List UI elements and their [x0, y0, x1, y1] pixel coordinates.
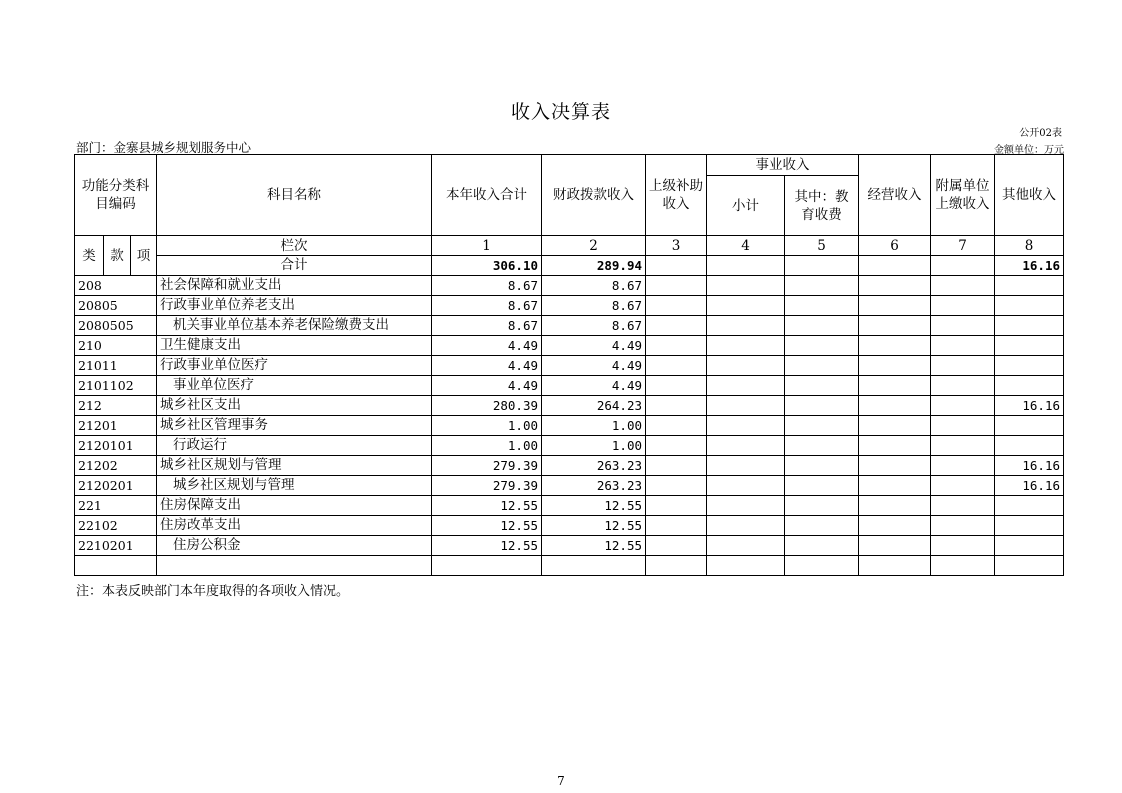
- table-row: [75, 476, 1064, 496]
- row-empty-cell: [931, 316, 995, 336]
- header-affiliated-income: 附属单位上缴收入: [931, 155, 995, 236]
- row-code: 2120201: [75, 476, 157, 496]
- row-empty-cell: [859, 516, 931, 536]
- col-no-7: 7: [931, 236, 995, 256]
- row-other-income-value: [995, 436, 1064, 456]
- row-fiscal-value: 263.23: [542, 476, 646, 496]
- row-empty-cell: [785, 296, 859, 316]
- row-empty-cell: [931, 456, 995, 476]
- row-other-income-value: [995, 276, 1064, 296]
- row-fiscal-value: 8.67: [542, 316, 646, 336]
- row-empty-cell: [859, 296, 931, 316]
- row-empty-cell: [707, 296, 785, 316]
- header-subject-name: 科目名称: [157, 155, 432, 236]
- row-other-income-value: [995, 376, 1064, 396]
- row-other-income-value: 16.16: [995, 456, 1064, 476]
- row-code: 20805: [75, 296, 157, 316]
- row-empty-cell: [646, 336, 707, 356]
- total-income-value: 306.10: [432, 256, 542, 276]
- row-subject-name: 事业单位医疗: [157, 376, 432, 396]
- header-business-income: 事业收入: [707, 155, 859, 176]
- row-other-income-value: [995, 296, 1064, 316]
- row-empty-cell: [931, 536, 995, 556]
- amount-unit-label: 金额单位：万元: [994, 145, 1064, 156]
- row-empty-cell: [707, 336, 785, 356]
- row-empty-cell: [785, 396, 859, 416]
- row-total-income-value: 8.67: [432, 276, 542, 296]
- row-empty-cell: [646, 416, 707, 436]
- row-empty-cell: [859, 276, 931, 296]
- row-empty-cell: [646, 316, 707, 336]
- row-total-income-value: 4.49: [432, 356, 542, 376]
- header-total-income: 本年收入合计: [432, 155, 542, 236]
- row-total-income-value: 279.39: [432, 456, 542, 476]
- row-code: 221: [75, 496, 157, 516]
- row-empty-cell: [931, 416, 995, 436]
- row-total-income-value: 12.55: [432, 536, 542, 556]
- table-row: [75, 316, 1064, 336]
- row-empty-cell: [646, 356, 707, 376]
- row-empty-cell: [785, 496, 859, 516]
- col-no-5: 5: [785, 236, 859, 256]
- row-empty-cell: [931, 516, 995, 536]
- row-subject-name: 机关事业单位基本养老保险缴费支出: [157, 316, 432, 336]
- header-subtotal: 小计: [707, 176, 785, 236]
- row-empty-cell: [707, 456, 785, 476]
- row-empty-cell: [785, 536, 859, 556]
- row-empty-cell: [707, 376, 785, 396]
- row-subject-name: 城乡社区管理事务: [157, 416, 432, 436]
- row-empty-cell: [646, 536, 707, 556]
- row-fiscal-value: 1.00: [542, 416, 646, 436]
- row-fiscal-value: 263.23: [542, 456, 646, 476]
- row-empty-cell: [785, 476, 859, 496]
- row-empty-cell: [859, 476, 931, 496]
- row-subject-name: 住房公积金: [157, 536, 432, 556]
- row-empty-cell: [931, 496, 995, 516]
- table-row: [75, 416, 1064, 436]
- row-empty-cell: [707, 416, 785, 436]
- row-empty-cell: [646, 516, 707, 536]
- header-func-code: 功能分类科目编码: [75, 155, 157, 236]
- row-other-income-value: 16.16: [995, 396, 1064, 416]
- row-subject-name: 社会保障和就业支出: [157, 276, 432, 296]
- row-empty-cell: [785, 376, 859, 396]
- row-empty-cell: [859, 496, 931, 516]
- table-row: [75, 296, 1064, 316]
- form-number: 公开02表: [1019, 128, 1062, 139]
- table-row: [75, 496, 1064, 516]
- table-row-blank: [75, 556, 1064, 576]
- row-empty-cell: [646, 456, 707, 476]
- row-empty-cell: [707, 436, 785, 456]
- row-other-income-value: [995, 416, 1064, 436]
- row-subject-name: 行政事业单位医疗: [157, 356, 432, 376]
- row-empty-cell: [646, 476, 707, 496]
- row-empty-cell: [707, 496, 785, 516]
- row-subject-name: 行政事业单位养老支出: [157, 296, 432, 316]
- row-code: 2080505: [75, 316, 157, 336]
- row-fiscal-value: 8.67: [542, 276, 646, 296]
- col-no-3: 3: [646, 236, 707, 256]
- header-superior-subsidy: 上级补助收入: [646, 155, 707, 236]
- header-column-no: 栏次: [157, 236, 432, 256]
- row-empty-cell: [859, 396, 931, 416]
- row-total-income-value: 280.39: [432, 396, 542, 416]
- row-other-income-value: [995, 496, 1064, 516]
- row-fiscal-value: 4.49: [542, 356, 646, 376]
- row-code: 212: [75, 396, 157, 416]
- row-total-income-value: 1.00: [432, 416, 542, 436]
- row-empty-cell: [785, 276, 859, 296]
- row-empty-cell: [931, 436, 995, 456]
- row-empty-cell: [859, 316, 931, 336]
- row-other-income-value: 16.16: [995, 476, 1064, 496]
- row-fiscal-value: 12.55: [542, 496, 646, 516]
- row-code: 22102: [75, 516, 157, 536]
- row-empty-cell: [859, 376, 931, 396]
- page-title: 收入决算表: [510, 101, 611, 123]
- row-other-income-value: [995, 536, 1064, 556]
- row-code: 2210201: [75, 536, 157, 556]
- row-subject-name: 城乡社区规划与管理: [157, 456, 432, 476]
- row-total-income-value: 4.49: [432, 336, 542, 356]
- header-operating-income: 经营收入: [859, 155, 931, 236]
- row-code: 21202: [75, 456, 157, 476]
- header-kuan: 款: [104, 236, 131, 276]
- row-empty-cell: [785, 516, 859, 536]
- row-other-income-value: [995, 516, 1064, 536]
- row-code: 208: [75, 276, 157, 296]
- row-fiscal-value: 12.55: [542, 536, 646, 556]
- row-empty-cell: [785, 356, 859, 376]
- col-no-4: 4: [707, 236, 785, 256]
- row-empty-cell: [646, 296, 707, 316]
- row-subject-name: 城乡社区支出: [157, 396, 432, 416]
- row-empty-cell: [859, 436, 931, 456]
- row-empty-cell: [646, 376, 707, 396]
- department-label: 部门：金寨县城乡规划服务中心: [76, 140, 252, 155]
- row-subject-name: 行政运行: [157, 436, 432, 456]
- col-no-2: 2: [542, 236, 646, 256]
- row-empty-cell: [785, 416, 859, 436]
- row-subject-name: 卫生健康支出: [157, 336, 432, 356]
- table-row: [75, 456, 1064, 476]
- total-row: [75, 256, 1064, 276]
- row-code: 2120101: [75, 436, 157, 456]
- table-row: [75, 336, 1064, 356]
- row-empty-cell: [646, 276, 707, 296]
- row-empty-cell: [707, 276, 785, 296]
- row-empty-cell: [707, 536, 785, 556]
- header-xiang: 项: [131, 236, 157, 276]
- row-empty-cell: [785, 316, 859, 336]
- row-empty-cell: [859, 416, 931, 436]
- row-subject-name: 住房保障支出: [157, 496, 432, 516]
- row-empty-cell: [931, 336, 995, 356]
- row-empty-cell: [785, 436, 859, 456]
- col-no-6: 6: [859, 236, 931, 256]
- row-empty-cell: [646, 436, 707, 456]
- row-code: 2101102: [75, 376, 157, 396]
- total-other-income-value: 16.16: [995, 256, 1064, 276]
- row-empty-cell: [931, 356, 995, 376]
- table-row: [75, 536, 1064, 556]
- row-code: 21011: [75, 356, 157, 376]
- row-empty-cell: [859, 536, 931, 556]
- header-fiscal-income: 财政拨款收入: [542, 155, 646, 236]
- row-empty-cell: [931, 396, 995, 416]
- row-code: 210: [75, 336, 157, 356]
- row-empty-cell: [785, 336, 859, 356]
- row-empty-cell: [707, 356, 785, 376]
- row-fiscal-value: 4.49: [542, 376, 646, 396]
- row-empty-cell: [785, 456, 859, 476]
- row-total-income-value: 12.55: [432, 516, 542, 536]
- row-other-income-value: [995, 316, 1064, 336]
- income-statement-table: [74, 154, 1064, 576]
- row-empty-cell: [931, 476, 995, 496]
- row-empty-cell: [646, 396, 707, 416]
- row-total-income-value: 279.39: [432, 476, 542, 496]
- total-label: 合计: [157, 256, 432, 276]
- row-empty-cell: [707, 476, 785, 496]
- row-empty-cell: [931, 376, 995, 396]
- row-empty-cell: [931, 296, 995, 316]
- total-fiscal-value: 289.94: [542, 256, 646, 276]
- table-row: [75, 356, 1064, 376]
- row-empty-cell: [646, 496, 707, 516]
- page-number: 7: [557, 774, 565, 788]
- row-subject-name: 城乡社区规划与管理: [157, 476, 432, 496]
- table-row: [75, 276, 1064, 296]
- row-empty-cell: [859, 456, 931, 476]
- row-total-income-value: 4.49: [432, 376, 542, 396]
- row-empty-cell: [707, 516, 785, 536]
- row-fiscal-value: 264.23: [542, 396, 646, 416]
- row-code: 21201: [75, 416, 157, 436]
- row-total-income-value: 12.55: [432, 496, 542, 516]
- row-total-income-value: 8.67: [432, 316, 542, 336]
- header-other-income: 其他收入: [995, 155, 1064, 236]
- row-total-income-value: 1.00: [432, 436, 542, 456]
- table-row: [75, 376, 1064, 396]
- row-other-income-value: [995, 356, 1064, 376]
- row-fiscal-value: 1.00: [542, 436, 646, 456]
- table-row: [75, 436, 1064, 456]
- row-empty-cell: [707, 316, 785, 336]
- header-lei: 类: [75, 236, 104, 276]
- table-row: [75, 396, 1064, 416]
- row-fiscal-value: 4.49: [542, 336, 646, 356]
- row-fiscal-value: 8.67: [542, 296, 646, 316]
- table-row: [75, 516, 1064, 536]
- row-total-income-value: 8.67: [432, 296, 542, 316]
- row-fiscal-value: 12.55: [542, 516, 646, 536]
- row-empty-cell: [859, 336, 931, 356]
- row-empty-cell: [931, 276, 995, 296]
- col-no-1: 1: [432, 236, 542, 256]
- row-empty-cell: [859, 356, 931, 376]
- row-empty-cell: [707, 396, 785, 416]
- row-other-income-value: [995, 336, 1064, 356]
- row-subject-name: 住房改革支出: [157, 516, 432, 536]
- col-no-8: 8: [995, 236, 1064, 256]
- header-education-fee: 其中：教育收费: [785, 176, 859, 236]
- footnote: 注：本表反映部门本年度取得的各项收入情况。: [76, 584, 350, 599]
